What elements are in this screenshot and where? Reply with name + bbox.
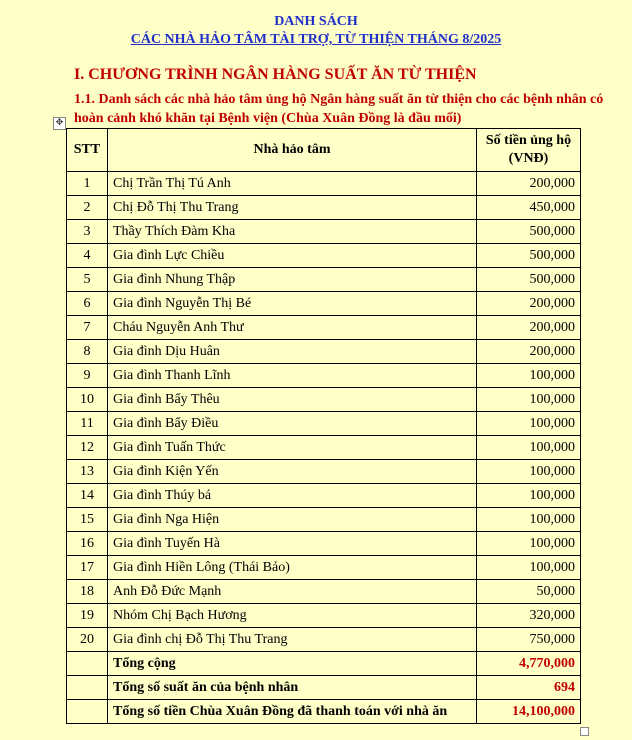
- cell-name: Gia đình Nga Hiện: [108, 508, 477, 532]
- cell-amount: 200,000: [477, 172, 581, 196]
- cell-stt: 5: [67, 268, 108, 292]
- table-row: [67, 220, 581, 244]
- cell-amount: 100,000: [477, 460, 581, 484]
- cell-empty: [67, 700, 108, 724]
- cell-stt: 19: [67, 604, 108, 628]
- cell-amount: 100,000: [477, 364, 581, 388]
- cell-stt: 12: [67, 436, 108, 460]
- table-row: [67, 196, 581, 220]
- cell-name: Gia đình Kiện Yến: [108, 460, 477, 484]
- cell-amount: 500,000: [477, 268, 581, 292]
- table-row: [67, 532, 581, 556]
- table-row: [67, 484, 581, 508]
- summary-row: [67, 700, 581, 724]
- table-header-row: [67, 129, 581, 172]
- cell-name: Gia đình chị Đỗ Thị Thu Trang: [108, 628, 477, 652]
- cell-stt: 1: [67, 172, 108, 196]
- section-heading: I. CHƯƠNG TRÌNH NGÂN HÀNG SUẤT ĂN TỪ THIỆN: [74, 66, 477, 83]
- cell-amount: 500,000: [477, 220, 581, 244]
- summary-row: [67, 652, 581, 676]
- cell-name: Gia đình Thanh Lĩnh: [108, 364, 477, 388]
- cell-stt: 4: [67, 244, 108, 268]
- table-row: [67, 508, 581, 532]
- table-row: [67, 460, 581, 484]
- cell-stt: 15: [67, 508, 108, 532]
- cell-name: Thầy Thích Đàm Kha: [108, 220, 477, 244]
- cell-stt: 14: [67, 484, 108, 508]
- cell-stt: 3: [67, 220, 108, 244]
- cell-amount: 450,000: [477, 196, 581, 220]
- summary-label: Tổng số tiền Chùa Xuân Đồng đã thanh toán với nhà ăn: [108, 700, 477, 724]
- table-row: [67, 172, 581, 196]
- table-row: [67, 556, 581, 580]
- cell-stt: 2: [67, 196, 108, 220]
- cell-name: Nhóm Chị Bạch Hương: [108, 604, 477, 628]
- cell-name: Gia đình Dịu Huân: [108, 340, 477, 364]
- cell-name: Gia đình Bẩy Thêu: [108, 388, 477, 412]
- cell-stt: 10: [67, 388, 108, 412]
- table-row: [67, 268, 581, 292]
- cell-stt: 7: [67, 316, 108, 340]
- cell-stt: 11: [67, 412, 108, 436]
- table-row: [67, 364, 581, 388]
- table-row: [67, 388, 581, 412]
- cell-amount: 750,000: [477, 628, 581, 652]
- header-amount: Số tiền ủng hộ (VNĐ): [477, 129, 581, 172]
- summary-row: [67, 676, 581, 700]
- summary-value: 694: [477, 676, 581, 700]
- resize-icon[interactable]: [580, 727, 589, 736]
- cell-stt: 9: [67, 364, 108, 388]
- cell-amount: 100,000: [477, 388, 581, 412]
- cell-empty: [67, 652, 108, 676]
- cell-empty: [67, 676, 108, 700]
- summary-label: Tổng cộng: [108, 652, 477, 676]
- table-row: [67, 580, 581, 604]
- header-name: Nhà hảo tâm: [108, 129, 477, 172]
- cell-amount: 100,000: [477, 436, 581, 460]
- subsection-heading: 1.1. Danh sách các nhà hảo tâm ủng hộ Ngân hàng suất ăn từ thiện cho các bệnh nhân có hoàn cảnh khó khăn tại Bệnh viện (Chùa Xuân Đồng là đầu mối): [74, 92, 604, 126]
- table-row: [67, 628, 581, 652]
- cell-amount: 100,000: [477, 508, 581, 532]
- cell-amount: 200,000: [477, 292, 581, 316]
- table-row: [67, 316, 581, 340]
- cell-name: Gia đình Tuấn Thức: [108, 436, 477, 460]
- cell-amount: 100,000: [477, 556, 581, 580]
- cell-name: Chị Đỗ Thị Thu Trang: [108, 196, 477, 220]
- cell-stt: 16: [67, 532, 108, 556]
- table-row: [67, 412, 581, 436]
- summary-value: 14,100,000: [477, 700, 581, 724]
- cell-name: Gia đình Lực Chiều: [108, 244, 477, 268]
- cell-name: Gia đình Nguyễn Thị Bé: [108, 292, 477, 316]
- cell-amount: 50,000: [477, 580, 581, 604]
- header-stt: STT: [67, 129, 108, 172]
- cell-amount: 200,000: [477, 340, 581, 364]
- summary-label: Tổng số suất ăn của bệnh nhân: [108, 676, 477, 700]
- cell-name: Gia đình Hiền Lông (Thái Bảo): [108, 556, 477, 580]
- cell-stt: 13: [67, 460, 108, 484]
- cell-stt: 18: [67, 580, 108, 604]
- cell-amount: 100,000: [477, 412, 581, 436]
- cell-amount: 320,000: [477, 604, 581, 628]
- cell-name: Gia đình Bẩy Điều: [108, 412, 477, 436]
- cell-stt: 20: [67, 628, 108, 652]
- document-title: DANH SÁCH: [274, 14, 358, 29]
- table-row: [67, 340, 581, 364]
- donor-table: [66, 128, 581, 724]
- document-subtitle: CÁC NHÀ HẢO TÂM TÀI TRỢ, TỪ THIỆN THÁNG 8/2025: [130, 32, 502, 47]
- cell-amount: 200,000: [477, 316, 581, 340]
- cell-name: Gia đình Thúy bá: [108, 484, 477, 508]
- table-row: [67, 604, 581, 628]
- table-row: [67, 436, 581, 460]
- summary-value: 4,770,000: [477, 652, 581, 676]
- cell-amount: 100,000: [477, 532, 581, 556]
- cell-name: Anh Đỗ Đức Mạnh: [108, 580, 477, 604]
- cell-stt: 6: [67, 292, 108, 316]
- cell-amount: 500,000: [477, 244, 581, 268]
- move-icon[interactable]: ✥: [53, 117, 66, 130]
- cell-stt: 17: [67, 556, 108, 580]
- table-row: [67, 244, 581, 268]
- cell-stt: 8: [67, 340, 108, 364]
- cell-amount: 100,000: [477, 484, 581, 508]
- cell-name: Cháu Nguyễn Anh Thư: [108, 316, 477, 340]
- cell-name: Gia đình Nhung Thập: [108, 268, 477, 292]
- cell-name: Gia đình Tuyến Hà: [108, 532, 477, 556]
- cell-name: Chị Trần Thị Tú Anh: [108, 172, 477, 196]
- table-row: [67, 292, 581, 316]
